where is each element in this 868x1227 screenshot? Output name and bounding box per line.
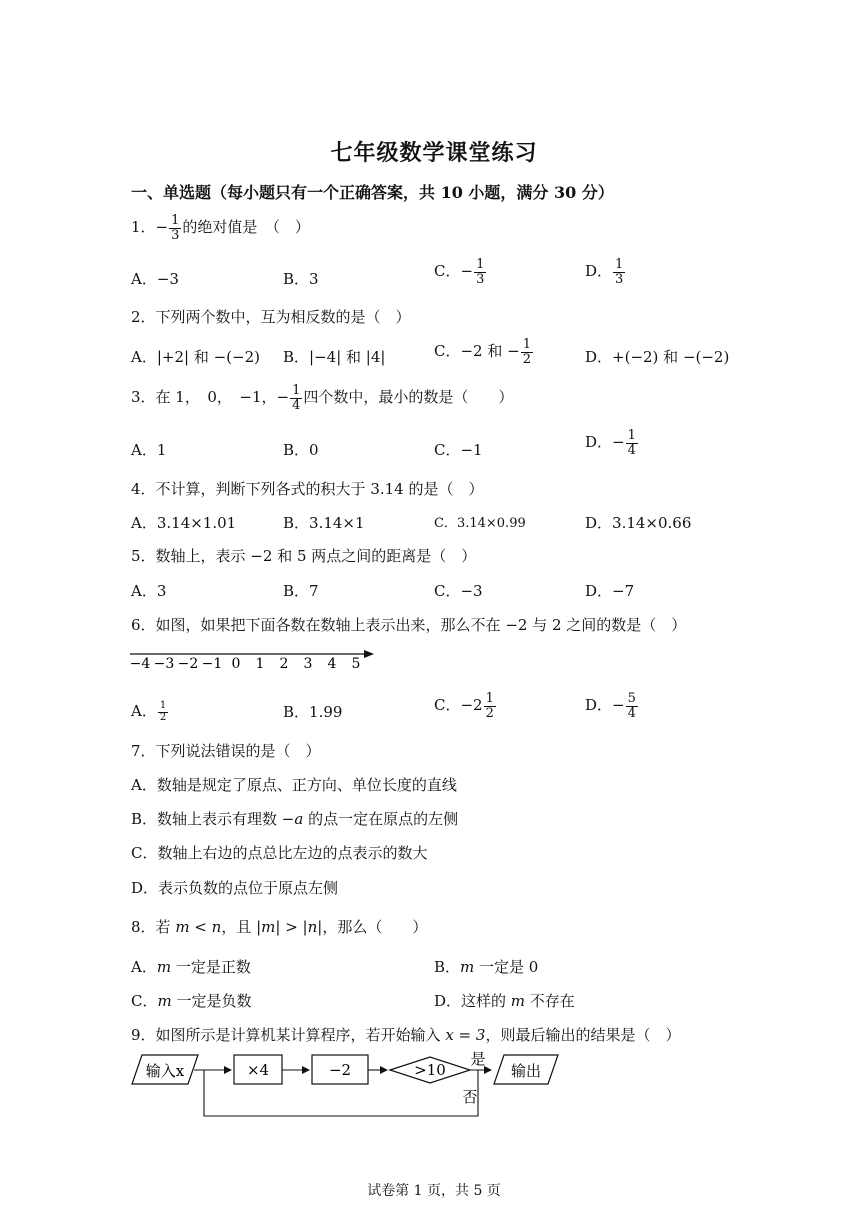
numerator: 5	[627, 691, 636, 706]
question-text: ，则最后输出的结果是（ ）	[485, 1026, 681, 1044]
question-5: 5．数轴上，表示 −2 和 5 两点之间的距离是（ ）	[131, 547, 477, 565]
option-d: D．3.14×0.66	[585, 514, 692, 532]
number-line-tick-label: −1	[201, 656, 223, 672]
question-3	[131, 384, 513, 412]
option-label: A．	[131, 958, 157, 976]
number-line-figure	[128, 644, 380, 674]
number-line-tick-label: 1	[255, 656, 265, 672]
fraction	[613, 258, 625, 286]
option-c	[131, 990, 252, 1011]
option-d	[585, 429, 639, 457]
option-label: D．	[585, 262, 613, 281]
fraction	[484, 692, 496, 720]
yes-label: 是	[470, 1050, 486, 1068]
option-label: D．−	[585, 433, 625, 452]
fraction	[158, 701, 168, 723]
option-b	[131, 808, 458, 829]
multiply-label: ×4	[246, 1061, 270, 1079]
condition-label: >10	[414, 1061, 446, 1079]
option-label: C．	[434, 262, 461, 281]
option-c	[434, 692, 497, 720]
question-2: 2．下列两个数中，互为相反数的是（ ）	[131, 308, 411, 326]
option-d: D．−7	[585, 582, 635, 600]
question-4: 4．不计算，判断下列各式的积大于 3.14 的是（ ）	[131, 480, 484, 498]
question-text: ，那么（ ）	[322, 918, 428, 936]
option-label: D．−	[585, 696, 625, 715]
option-d	[434, 990, 575, 1011]
question-head: 3．在 1， 0， −1，−	[131, 388, 290, 407]
question-8	[131, 916, 427, 937]
number-line-arrow	[364, 650, 374, 658]
option-a: A．|+2| 和 −(−2)	[131, 348, 260, 366]
option-d: D．表示负数的点位于原点左侧	[131, 879, 339, 897]
option-b: B．7	[283, 582, 319, 600]
denominator: 4	[627, 442, 636, 458]
option-b: B．1.99	[283, 703, 343, 721]
minus-sign: −	[155, 218, 169, 237]
option-text: 一定是 0	[474, 958, 539, 976]
number-line-tick-label: 0	[231, 656, 241, 672]
numerator: 1	[171, 213, 180, 228]
fraction	[169, 214, 181, 242]
option-b: B．3.14×1	[283, 514, 365, 532]
question-7: 7．下列说法错误的是（ ）	[131, 742, 321, 760]
option-a	[131, 956, 251, 977]
number-line-tick-label: 2	[279, 656, 289, 672]
question-6: 6．如图，如果把下面各数在数轴上表示出来，那么不在 −2 与 2 之间的数是（ ）	[131, 616, 687, 634]
denominator: 4	[292, 397, 301, 413]
option-label: B．	[434, 958, 461, 976]
option-c: C．3.14×0.99	[434, 516, 526, 531]
option-a	[131, 700, 169, 723]
option-a: A．−3	[131, 270, 179, 288]
number-line-tick-label: −2	[177, 656, 199, 672]
option-b	[434, 956, 538, 977]
option-label: C．	[131, 992, 158, 1010]
option-text: 一定是正数	[171, 958, 251, 976]
option-c: C．数轴上右边的点总比左边的点表示的数大	[131, 844, 428, 862]
option-b: B．0	[283, 441, 319, 459]
option-a: A．1	[131, 441, 167, 459]
condition: m < n	[175, 918, 222, 936]
option-text: 的点一定在原点的左侧	[303, 810, 459, 828]
condition: |m| > |n|	[256, 918, 323, 936]
option-c: C．−3	[434, 582, 483, 600]
denominator: 2	[522, 351, 531, 367]
question-number: 1．	[131, 218, 156, 237]
number-line-tick-label: 3	[303, 656, 313, 672]
option-text: B．数轴上表示有理数 −	[131, 810, 295, 828]
question-text: ，且	[221, 918, 257, 936]
numerator: 1	[627, 428, 636, 443]
minus-sign: −	[460, 262, 474, 281]
option-a: A．3	[131, 582, 167, 600]
numerator: 1	[485, 691, 494, 706]
flowchart	[128, 1044, 568, 1124]
subtract-label: −2	[328, 1061, 352, 1079]
denominator: 2	[485, 705, 494, 721]
variable: m	[157, 992, 172, 1010]
question-text: 8．若	[131, 918, 176, 936]
question-text: 四个数中，最小的数是（ ）	[303, 388, 514, 407]
question-text: 9．如图所示是计算机某计算程序，若开始输入	[131, 1026, 446, 1044]
section-heading: 一、单选题（每小题只有一个正确答案，共 10 小题，满分 30 分）	[131, 183, 614, 202]
numerator: 1	[522, 337, 531, 352]
option-c	[434, 338, 534, 366]
option-d	[585, 692, 639, 720]
option-a: A．3.14×1.01	[131, 514, 237, 532]
option-label: A．	[131, 702, 157, 720]
option-a: A．数轴是规定了原点、正方向、单位长度的直线	[131, 776, 457, 794]
output-label: 输出	[510, 1062, 542, 1080]
option-b: B．3	[283, 270, 319, 288]
denominator: 3	[171, 227, 180, 243]
option-label: D．这样的	[434, 992, 511, 1010]
option-b: B．|−4| 和 |4|	[283, 348, 386, 366]
option-c	[434, 258, 487, 286]
arrow-head	[224, 1066, 232, 1074]
number-line-tick-label: 5	[351, 656, 361, 672]
option-label: C．−2	[434, 696, 483, 715]
question-text: 的绝对值是 （ ）	[182, 218, 310, 237]
page-footer: 试卷第 1 页，共 5 页	[367, 1183, 501, 1199]
option-text: 一定是负数	[171, 992, 252, 1010]
numerator: 1	[292, 383, 301, 398]
question-9	[131, 1024, 680, 1045]
number-line-labels	[130, 656, 361, 672]
denominator: 4	[627, 705, 636, 721]
arrow-head	[302, 1066, 310, 1074]
fraction	[626, 429, 638, 457]
question-1	[131, 214, 310, 242]
option-label: C．−2 和 −	[434, 342, 520, 361]
number-line-tick-label: −3	[153, 656, 175, 672]
numerator: 1	[159, 700, 167, 711]
numerator: 1	[476, 257, 485, 272]
page-title: 七年级数学课堂练习	[330, 140, 538, 166]
variable: a	[294, 810, 304, 828]
fraction	[521, 338, 533, 366]
option-c: C．−1	[434, 441, 483, 459]
arrow-head	[380, 1066, 388, 1074]
denominator: 3	[615, 271, 624, 287]
numerator: 1	[615, 257, 624, 272]
fraction	[290, 384, 302, 412]
variable: m	[460, 958, 475, 976]
variable: m	[156, 958, 172, 976]
input-label: 输入x	[145, 1062, 185, 1080]
no-label: 否	[462, 1088, 478, 1106]
number-line-tick-label: 4	[327, 656, 337, 672]
number-line-tick-label: −4	[129, 656, 151, 672]
option-d: D．+(−2) 和 −(−2)	[585, 348, 730, 366]
option-text: 不存在	[525, 992, 575, 1010]
fraction	[626, 692, 638, 720]
fraction	[474, 258, 486, 286]
denominator: 3	[476, 271, 485, 287]
option-d	[585, 258, 626, 286]
denominator: 2	[159, 711, 167, 723]
variable: m	[510, 992, 526, 1010]
condition: x = 3	[445, 1026, 486, 1044]
